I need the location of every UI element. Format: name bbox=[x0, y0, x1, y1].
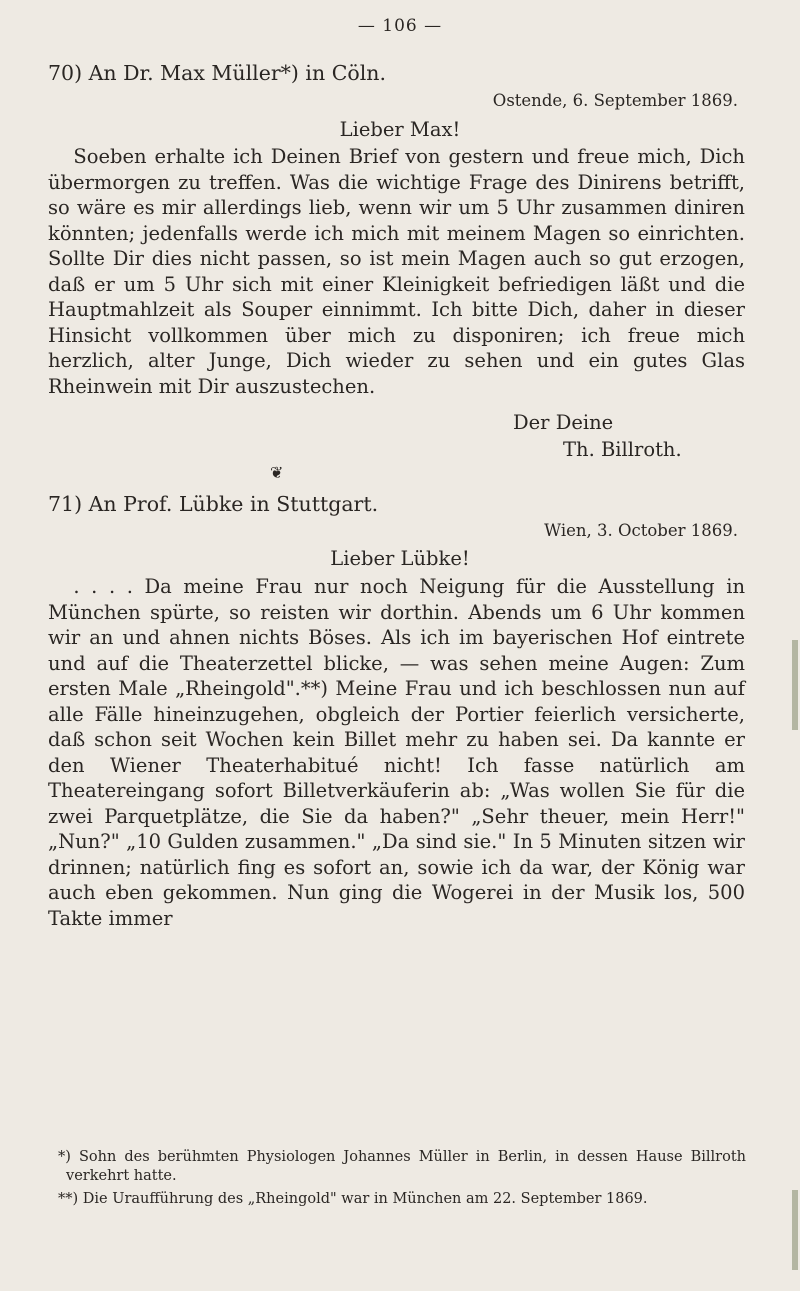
page-edge-stain bbox=[792, 640, 798, 730]
footnote-1: *) Sohn des berühmten Physiologen Johannes Müller in Berlin, in dessen Hause Billroth verkehrt hatte. bbox=[58, 1149, 746, 1184]
letter-70-heading: 70) An Dr. Max Müller*) in Cöln. bbox=[48, 61, 387, 85]
letter-70-dateline: Ostende, 6. September 1869. bbox=[492, 91, 738, 110]
letter-71-body: . . . . Da meine Frau nur noch Neigung für die Ausstellung in München spürte, so reisten wir dorthin. Abends um 6 Uhr kommen wir an und ahnen nichts Böses. Als ich im bayerischen Hof eintrete und auf die Theaterzettel blicke, — was sehen meine Augen: Zum ersten Male „Rheingold".**) Meine Frau und ich beschlossen nun auf alle Fälle hineinzugehen, obgleich der Portier feierlich versicherte, daß schon seit Wochen kein Billet mehr zu haben sei. Da kannte er den Wiener Theaterhabitué nicht! Ich fasse natürlich am Theatereingang sofort Billetverkäuferin ab: „Was wollen Sie für die zwei Parquetplätze, die Sie da haben?" „Sehr theuer, mein Herr!" „Nun?" „10 Gulden zusammen." „Da sind sie." In 5 Minuten sitzen wir drinnen; natürlich fing es sofort an, sowie ich da war, der König war auch eben gekommen. Nun ging die Wogerei in der Musik los, 500 Takte immer bbox=[48, 575, 745, 930]
letter-71-salutation: Lieber Lübke! bbox=[330, 547, 470, 570]
letter-70-salutation: Lieber Max! bbox=[339, 118, 461, 141]
section-divider-ornament: ❦ bbox=[270, 463, 284, 482]
footnote-2: **) Die Uraufführung des „Rheingold" war in München am 22. September 1869. bbox=[58, 1191, 648, 1207]
letter-70-signature: Th. Billroth. bbox=[563, 438, 682, 461]
letter-70-closing: Der Deine bbox=[513, 411, 614, 434]
letter-71-heading: 71) An Prof. Lübke in Stuttgart. bbox=[48, 492, 379, 516]
letter-70-body: Soeben erhalte ich Deinen Brief von gestern und freue mich, Dich übermorgen zu treffen. Was die wichtige Frage des Dinirens betrifft, so wäre es mir allerdings lieb, wenn wir um 5 Uhr zusammen diniren könnten; jedenfalls werde ich mich mit meinem Magen so einrichten. Sollte Dir dies nicht passen, so ist mein Magen auch so gut erzogen, daß er um 5 Uhr sich mit einer Kleinigkeit befriedigen läßt und die Hauptmahlzeit als Souper einnimmt. Ich bitte Dich, daher in dieser Hinsicht vollkommen über mich zu disponiren; ich freue mich herzlich, alter Junge, Dich wieder zu sehen und ein gutes Glas Rheinwein mit Dir auszustechen. bbox=[48, 145, 745, 398]
page-number: — 106 — bbox=[357, 16, 443, 36]
letter-71-dateline: Wien, 3. October 1869. bbox=[544, 521, 738, 540]
page-edge-stain bbox=[792, 1190, 798, 1270]
